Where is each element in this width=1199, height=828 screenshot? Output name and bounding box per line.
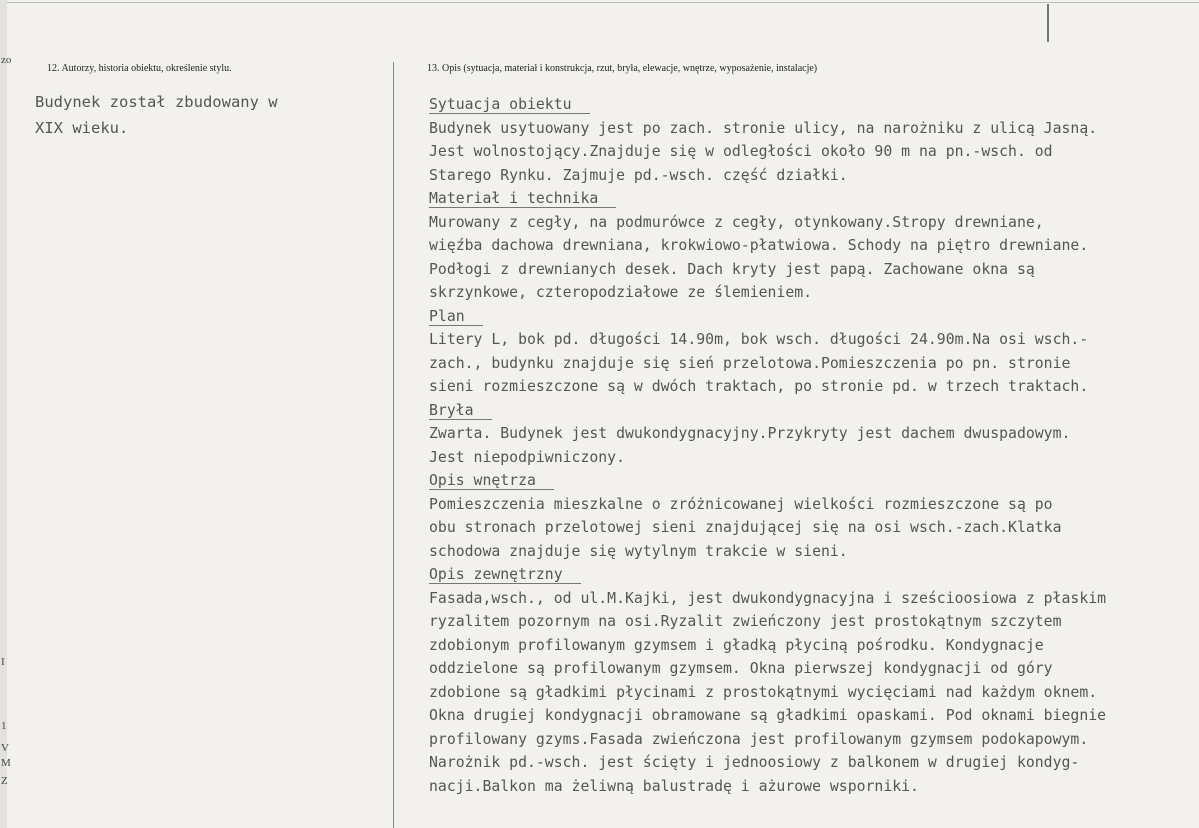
section-heading bbox=[429, 399, 1189, 423]
description-line-text: skrzynkowe, czteropodziałowe ze ślemieniem. bbox=[429, 284, 813, 301]
top-border-line bbox=[7, 2, 1199, 3]
section-heading-text: Materiał i technika bbox=[429, 190, 616, 208]
description-line-text: więźba dachowa drewniana, krokwiowo-płatwiowa. Schody na piętro drewniane. bbox=[429, 237, 1089, 254]
description-line-text: Starego Rynku. Zajmuje pd.-wsch. część działki. bbox=[429, 166, 848, 184]
description-line bbox=[429, 704, 1189, 728]
description-line bbox=[429, 352, 1189, 376]
description-line-text: Budynek usytuowany jest po zach. stronie ulicy, na narożniku z ulicą Jasną. bbox=[429, 119, 1098, 137]
description-line bbox=[429, 258, 1189, 282]
section-heading bbox=[429, 305, 1189, 329]
description-line bbox=[429, 446, 1189, 470]
section-heading-text: Opis zewnętrzny bbox=[429, 566, 581, 584]
description-line-text: sieni rozmieszczone są w dwóch traktach, po stronie pd. w trzech traktach. bbox=[429, 378, 1089, 395]
description-line-text: zach., budynku znajduje się sień przelotowa.Pomieszczenia po pn. stronie bbox=[429, 354, 1071, 372]
column-divider bbox=[393, 62, 394, 828]
left-column-text: Budynek został zbudowany w XIX wieku. bbox=[35, 93, 278, 137]
section-heading-text: Plan bbox=[429, 308, 483, 326]
margin-mark: I bbox=[1, 656, 5, 668]
description-line bbox=[429, 657, 1189, 681]
description-line-text: oddzielone są profilowanym gzymsem. Okna pierwszej kondygnacji od góry bbox=[429, 660, 1053, 677]
margin-mark: Z bbox=[1, 775, 8, 787]
description-line-text: Podłogi z drewnianych desek. Dach kryty jest papą. Zachowane okna są bbox=[429, 260, 1035, 278]
description-line bbox=[429, 234, 1189, 258]
description-line bbox=[429, 140, 1189, 164]
section-heading-text: Opis wnętrza bbox=[429, 472, 554, 490]
description-line-text: profilowany gzyms.Fasada zwieńczona jest profilowanym gzymsem podokapowym. bbox=[429, 730, 1089, 748]
description-line bbox=[429, 610, 1189, 634]
description-line bbox=[429, 375, 1189, 399]
description-line bbox=[429, 328, 1189, 352]
right-column-header: 13. Opis (sytuacja, materiał i konstrukcja, rzut, bryła, elewacje, wnętrze, wyposażenie, instalacje) bbox=[427, 63, 818, 74]
description-line bbox=[429, 587, 1189, 611]
description-line bbox=[429, 493, 1189, 517]
description-line-text: Murowany z cegły, na podmurówce z cegły, otynkowany.Stropy drewniane, bbox=[429, 213, 1044, 231]
margin-mark-zo: zo bbox=[1, 54, 12, 66]
description-line-text: Okna drugiej kondygnacji obramowane są gładkimi opaskami. Pod oknami biegnie bbox=[429, 707, 1107, 724]
description-line-text: nacji.Balkon ma żeliwną balustradę i ażurowe wsporniki. bbox=[429, 777, 919, 795]
section-heading bbox=[429, 469, 1189, 493]
description-line-text: obu stronach przelotowej sieni znajdującej się na osi wsch.-zach.Klatka bbox=[429, 519, 1062, 536]
description-line bbox=[429, 681, 1189, 705]
description-line-text: Pomieszczenia mieszkalne o zróżnicowanej wielkości rozmieszczone są po bbox=[429, 495, 1053, 513]
description-line-text: Jest wolnostojący.Znajduje się w odległości około 90 m na pn.-wsch. od bbox=[429, 143, 1053, 160]
description-line bbox=[429, 516, 1189, 540]
section-heading-text: Bryła bbox=[429, 402, 492, 420]
description-line-text: zdobionym profilowanym gzymsem i gładką płyciną pośrodku. Kondygnacje bbox=[429, 636, 1044, 654]
description-line bbox=[429, 117, 1189, 141]
description-line-text: zdobione są gładkimi płycinami z prostokątnymi wycięciami nad każdym oknem. bbox=[429, 683, 1098, 701]
section-heading bbox=[429, 93, 1189, 117]
description-line bbox=[429, 281, 1189, 305]
margin-mark: V bbox=[1, 742, 9, 754]
description-line-text: Fasada,wsch., od ul.M.Kajki, jest dwukondygnacyjna i sześcioosiowa z płaskim bbox=[429, 589, 1107, 607]
description-line bbox=[429, 751, 1189, 775]
description-line bbox=[429, 775, 1189, 799]
description-line bbox=[429, 211, 1189, 235]
description-line-text: schodowa znajduje się wytylnym trakcie w sieni. bbox=[429, 542, 848, 560]
description-body bbox=[429, 93, 1189, 798]
description-line-text: ryzalitem pozornym na osi.Ryzalit zwieńczony jest prostokątnym szczytem bbox=[429, 613, 1062, 630]
description-line bbox=[429, 728, 1189, 752]
vertical-tick-mark bbox=[1047, 4, 1049, 42]
description-line bbox=[429, 164, 1189, 188]
description-line-text: Jest niepodpiwniczony. bbox=[429, 448, 625, 466]
description-line bbox=[429, 634, 1189, 658]
section-heading-text: Sytuacja obiektu bbox=[429, 96, 590, 114]
section-heading bbox=[429, 563, 1189, 587]
margin-mark: 1 bbox=[1, 720, 7, 732]
left-edge-strip bbox=[0, 0, 7, 828]
margin-mark: M bbox=[1, 757, 11, 769]
description-line bbox=[429, 422, 1189, 446]
description-line-text: Zwarta. Budynek jest dwukondygnacyjny.Przykryty jest dachem dwuspadowym. bbox=[429, 425, 1071, 442]
description-line bbox=[429, 540, 1189, 564]
left-column-header: 12. Autorzy, historia obiektu, określenie stylu. bbox=[47, 63, 232, 74]
description-line-text: Narożnik pd.-wsch. jest ścięty i jednoosiowy z balkonem w drugiej kondyg- bbox=[429, 754, 1080, 771]
section-heading bbox=[429, 187, 1189, 211]
description-line-text: Litery L, bok pd. długości 14.90m, bok wsch. długości 24.90m.Na osi wsch.- bbox=[429, 331, 1089, 348]
